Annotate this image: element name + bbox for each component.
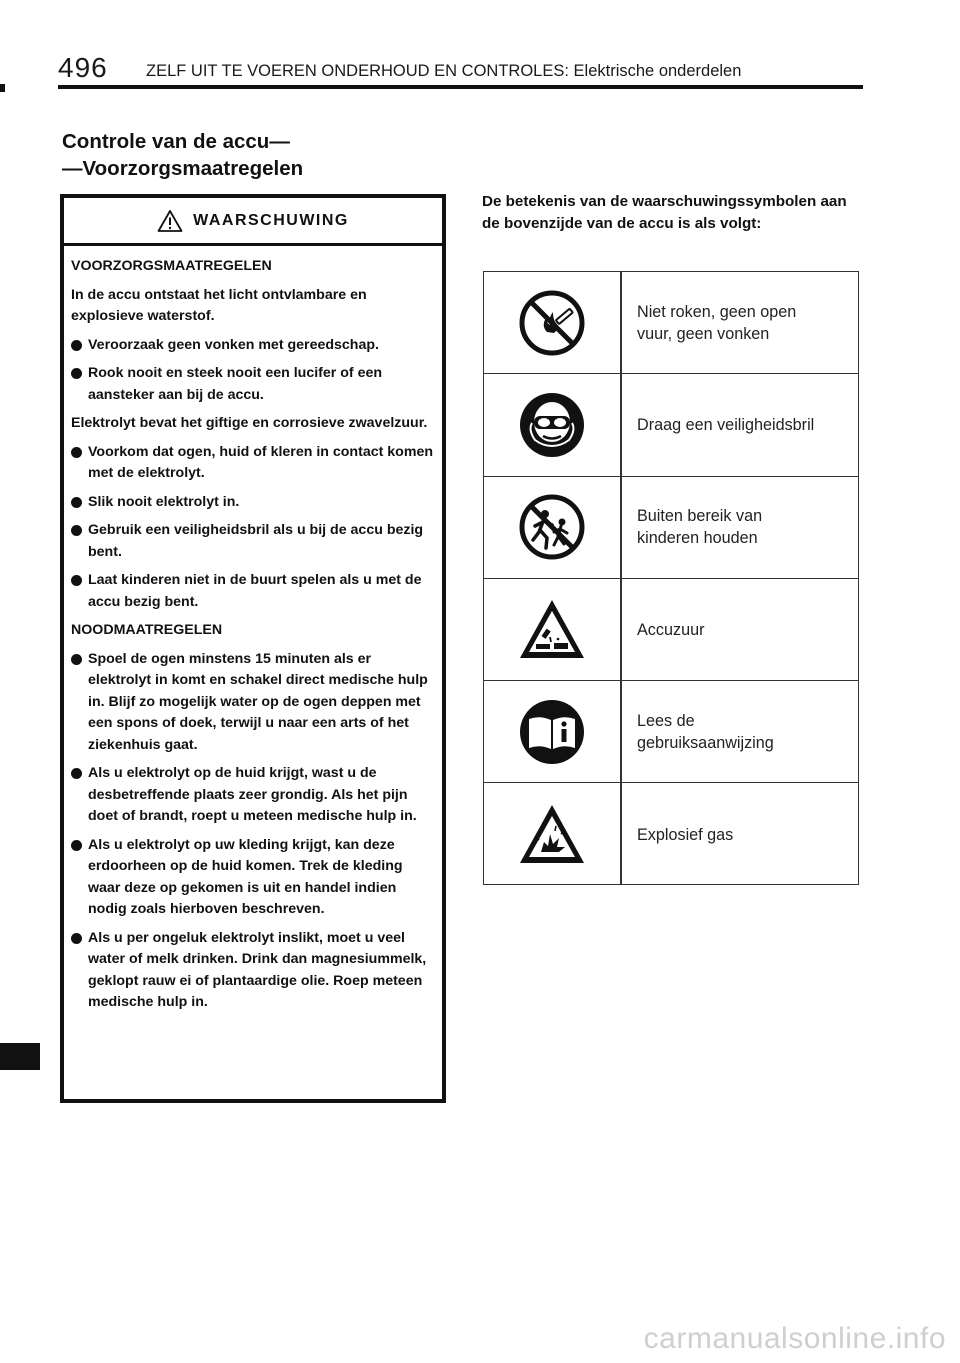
warning-text: In de accu ontstaat het licht ontvlambare en explosieve waterstof. <box>71 286 367 324</box>
symbol-row <box>484 783 858 885</box>
running-header: ZELF UIT TE VOEREN ONDERHOUD EN CONTROLES: Elektrische onderdelen <box>146 62 742 80</box>
symbol-description-line: kinderen houden <box>637 529 758 548</box>
warning-bullet: Voorkom dat ogen, huid of kleren in contact komen met de elektrolyt. <box>71 442 434 485</box>
no-smoking-no-flame-icon <box>517 288 587 358</box>
symbol-description-line: vuur, geen vonken <box>637 324 770 343</box>
symbol-row <box>484 477 858 579</box>
safety-goggles-icon <box>517 390 587 460</box>
warning-header <box>64 198 442 246</box>
symbol-description-line: Accuzuur <box>637 620 705 639</box>
symbol-description-line: Explosief gas <box>637 825 734 844</box>
explosive-gas-warning-icon <box>517 800 587 870</box>
warning-label: WAARSCHUWING <box>193 211 349 229</box>
warning-bullet: Veroorzaak geen vonken met gereedschap. <box>71 335 434 357</box>
warning-bullet: Als u elektrolyt op uw kleding krijgt, kan deze erdoorheen op de huid komen. Trek de kleding waar deze op gekomen is uit en handel indien nodig zoals hierboven beschreven. <box>71 835 434 921</box>
symbols-intro: De betekenis van de waarschuwingssymbolen aan de bovenzijde van de accu is als volgt: <box>482 193 847 232</box>
symbol-description <box>620 301 796 345</box>
symbol-description <box>620 824 733 846</box>
symbol-description <box>620 414 814 436</box>
page-number: 496 <box>58 52 108 83</box>
read-manual-icon <box>517 697 587 767</box>
section-title <box>62 128 303 182</box>
warning-text: NOODMAATREGELEN <box>71 622 223 638</box>
warning-bullet: Gebruik een veiligheidsbril als u bij de accu bezig bent. <box>71 520 434 563</box>
symbol-description <box>620 710 774 754</box>
warning-bullet: Als u elektrolyt op de huid krijgt, wast u de desbetreffende plaats zeer grondig. Als het pijn doet of brandt, roept u meteen medische hulp in. <box>71 763 434 828</box>
symbol-row <box>484 272 858 374</box>
symbol-description-line: Buiten bereik van <box>637 507 763 526</box>
warning-body <box>64 246 442 1014</box>
warning-text: Elektrolyt bevat het giftige en corrosieve zwavelzuur. <box>71 415 428 431</box>
symbol-description-line: Lees de <box>637 711 695 730</box>
symbol-description <box>620 505 762 549</box>
symbol-table <box>483 271 859 885</box>
footer-watermark[interactable]: carmanualsonline.info <box>643 1322 946 1355</box>
warning-text: VOORZORGSMAATREGELEN <box>71 258 272 274</box>
warning-bullet: Slik nooit elektrolyt in. <box>71 492 434 514</box>
section-title-line-1: Controle van de accu— <box>62 130 290 153</box>
header-rule <box>58 85 863 89</box>
symbol-description <box>620 619 704 641</box>
warning-triangle-icon <box>157 209 183 233</box>
symbol-description-line: gebruiksaanwijzing <box>637 733 774 752</box>
symbol-row <box>484 579 858 681</box>
symbol-description-line: Draag een veiligheidsbril <box>637 415 815 434</box>
section-title-line-2: —Voorzorgsmaatregelen <box>62 157 304 180</box>
warning-bullet: Laat kinderen niet in de buurt spelen als u met de accu bezig bent. <box>71 570 434 613</box>
page-edge-mark <box>0 84 5 92</box>
warning-bullet: Als u per ongeluk elektrolyt inslikt, moet u veel water of melk drinken. Drink dan magnesiummelk, geklopt rauw ei of plantaardige olie. Roep meteen medische hulp in. <box>71 928 434 1014</box>
battery-acid-warning-icon <box>517 595 587 665</box>
symbol-row <box>484 374 858 476</box>
warning-bullet: Rook nooit en steek nooit een lucifer of een aansteker aan bij de accu. <box>71 363 434 406</box>
warning-bullet: Spoel de ogen minstens 15 minuten als er elektrolyt in komt en schakel direct medische hulp in. Blijf zo mogelijk water op de ogen deppen met een spons of doek, terwijl u naar een arts of het ziekenhuis gaat. <box>71 649 434 757</box>
symbol-description-line: Niet roken, geen open <box>637 302 797 321</box>
keep-away-from-children-icon <box>517 492 587 562</box>
chapter-tab-marker <box>0 1043 40 1070</box>
symbol-row <box>484 681 858 783</box>
warning-box <box>60 194 446 1103</box>
